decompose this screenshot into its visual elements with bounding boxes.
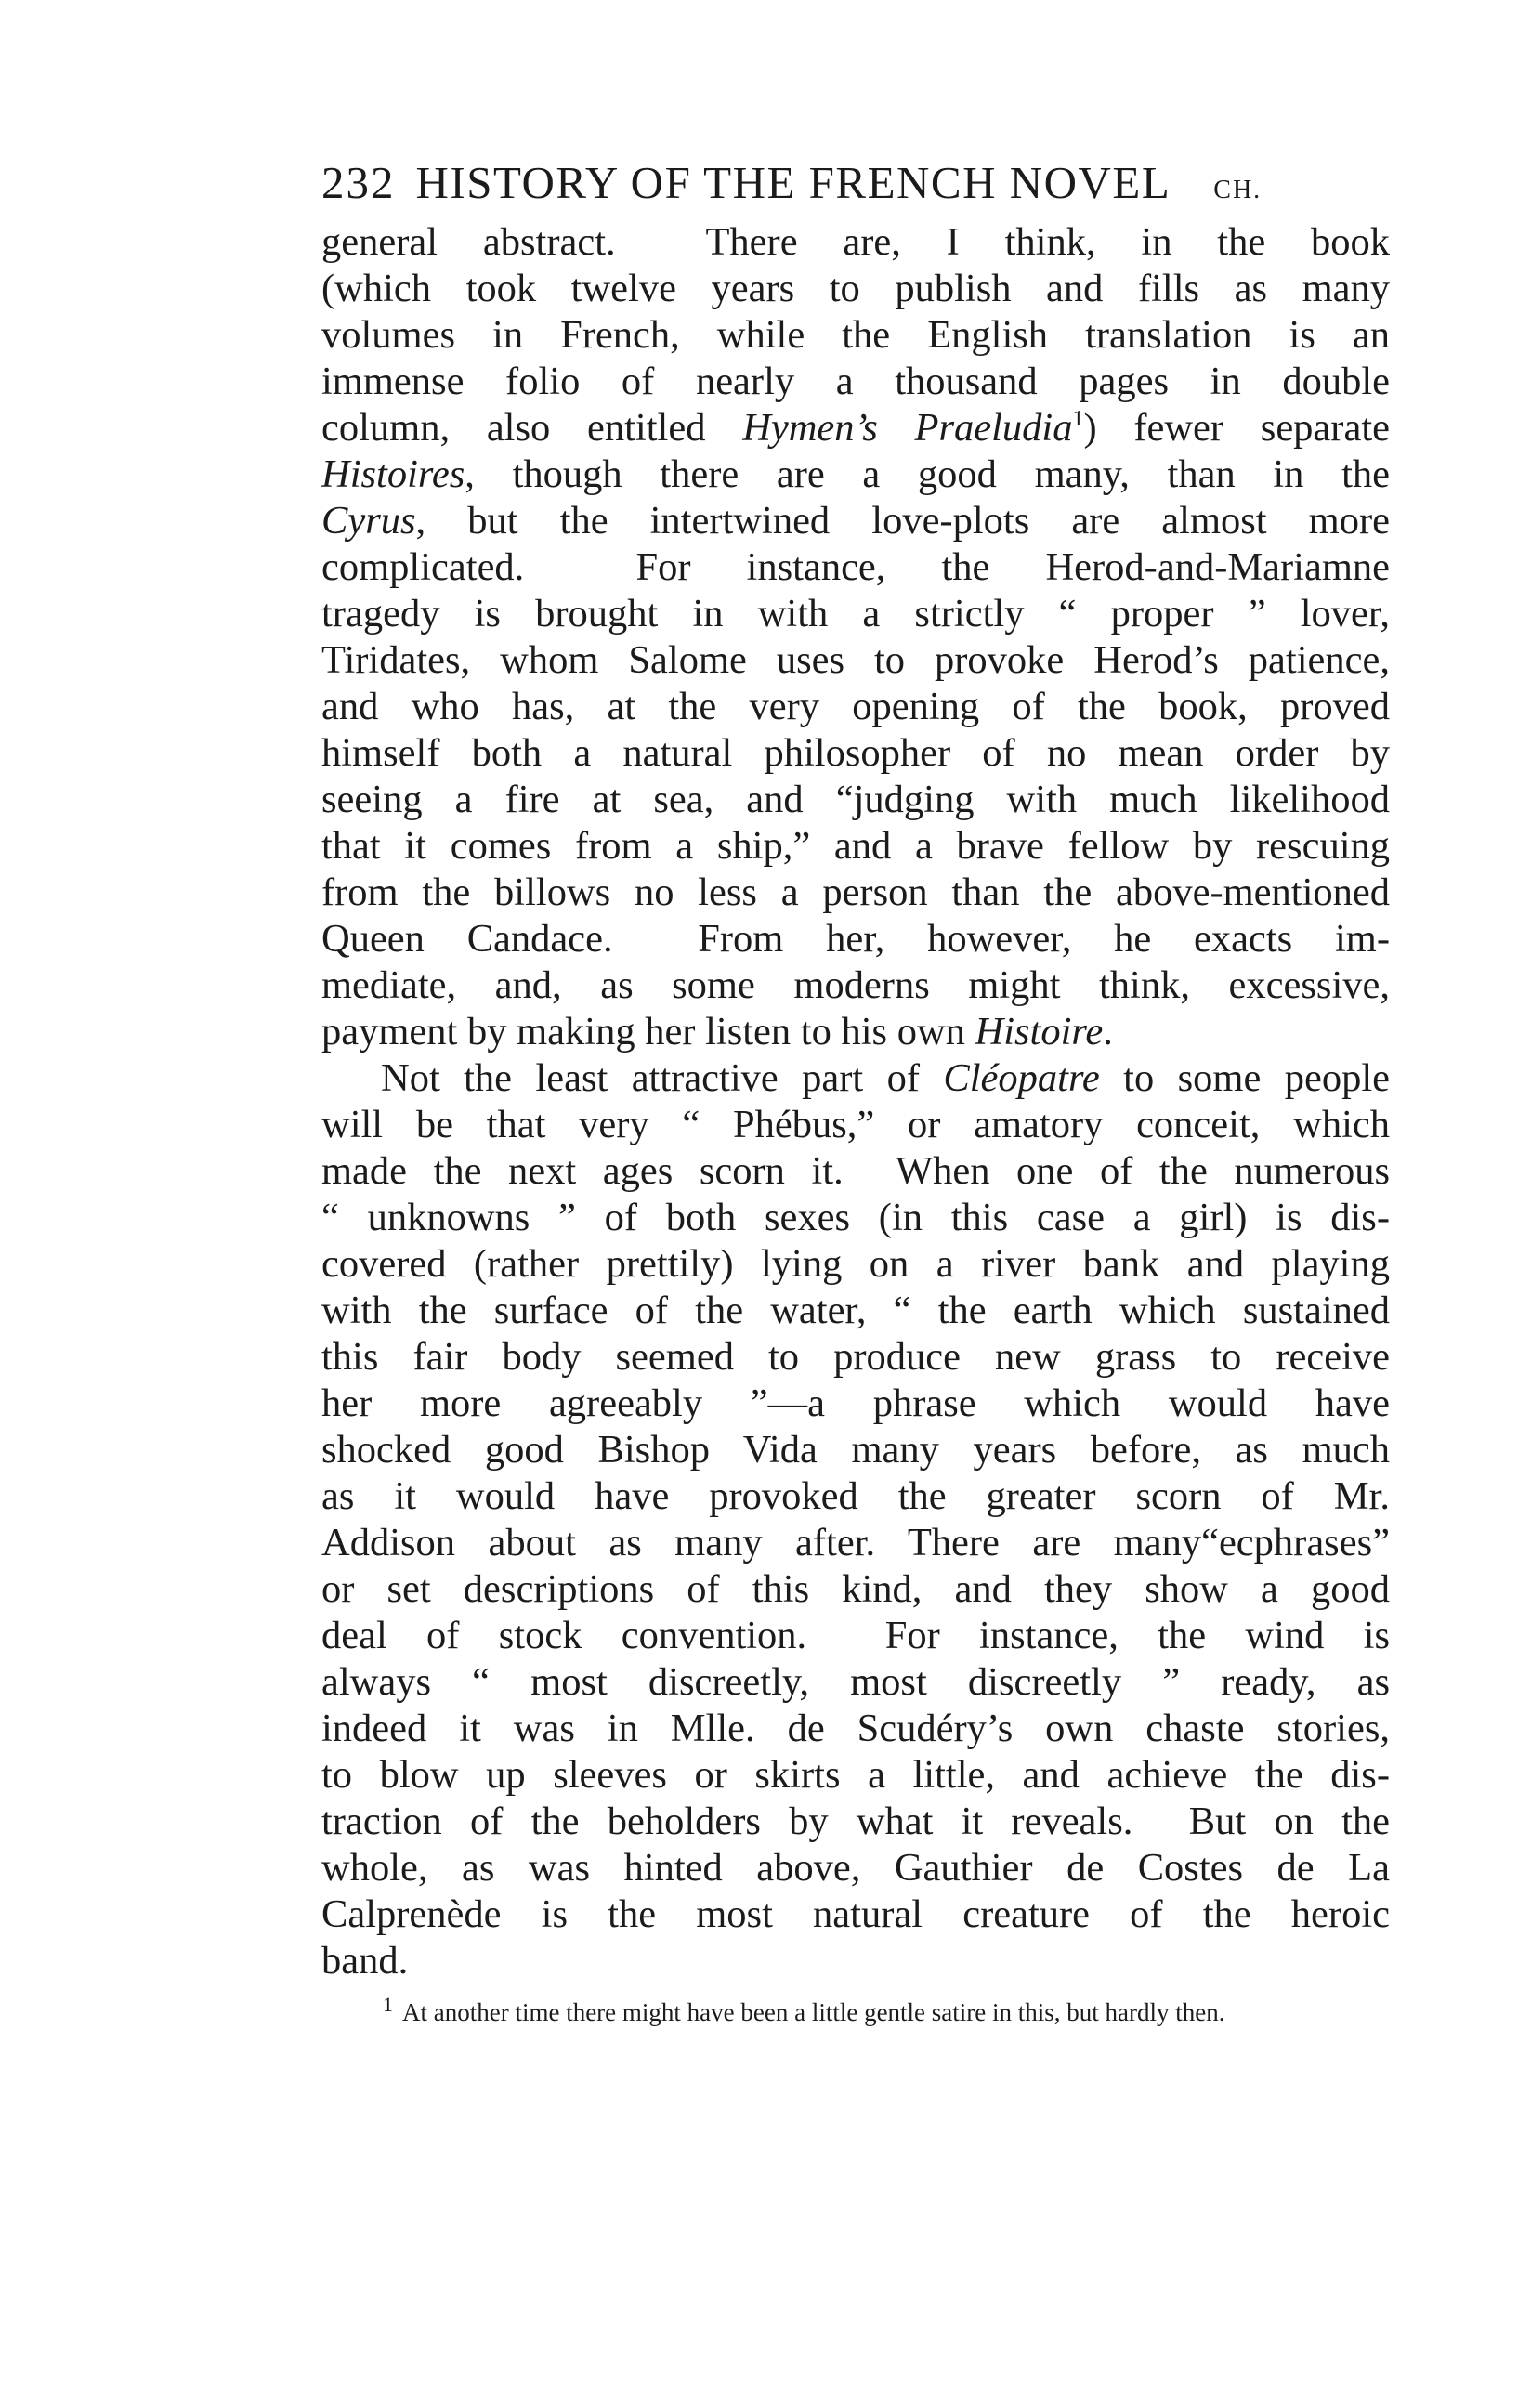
line-text: with the surface of the water, “ the earth which sustained	[321, 1289, 1390, 1332]
line-text: immense folio of nearly a thousand pages in double	[321, 360, 1390, 403]
text-line	[321, 684, 1390, 730]
text-line	[321, 498, 1390, 544]
text-line	[321, 266, 1390, 312]
text-line	[321, 916, 1390, 962]
line-text: (which took twelve years to publish and fills as many	[321, 267, 1390, 310]
text-line	[321, 1613, 1390, 1659]
text-line	[321, 730, 1390, 777]
page-number: 232	[321, 157, 396, 208]
text-line	[321, 1891, 1390, 1938]
italic-text: Cléopatre	[943, 1056, 1100, 1100]
footnote	[321, 1993, 1390, 2029]
line-text: “ unknowns ” of both sexes (in this case a girl) is dis-	[321, 1196, 1390, 1239]
paragraph	[321, 1055, 1390, 1984]
running-title: HISTORY OF THE FRENCH NOVEL	[415, 157, 1171, 208]
footnote-text: At another time there might have been a little gentle satire in this, but hardly then.	[402, 1998, 1225, 2026]
text-line	[321, 544, 1390, 591]
text-line	[321, 1520, 1390, 1566]
line-text: general abstract. There are, I think, in the book	[321, 220, 1390, 264]
line-text: band.	[321, 1939, 409, 1983]
text-line	[321, 1148, 1390, 1195]
line-text: or set descriptions of this kind, and they show a good	[321, 1567, 1390, 1611]
text-line	[321, 1241, 1390, 1288]
line-text: Not the least attractive part of	[381, 1056, 944, 1100]
text-line	[321, 1334, 1390, 1381]
line-text: complicated. For instance, the Herod-and-Mariamne	[321, 545, 1390, 589]
footnote-reference: 1	[1072, 407, 1084, 431]
line-text: her more agreeably ”—a phrase which would have	[321, 1381, 1390, 1425]
line-text: Queen Candace. From her, however, he exacts im-	[321, 917, 1390, 961]
text-line	[321, 591, 1390, 637]
line-text: covered (rather prettily) lying on a river bank and playing	[321, 1242, 1390, 1286]
line-text: himself both a natural philosopher of no mean order by	[321, 731, 1390, 775]
italic-text: Histoire	[975, 1010, 1104, 1054]
text-line	[321, 1381, 1390, 1427]
paragraph	[321, 219, 1390, 1055]
line-text: , though there are a good many, than in the	[465, 452, 1390, 496]
text-line	[321, 777, 1390, 823]
text-line	[321, 452, 1390, 498]
text-line	[321, 637, 1390, 684]
text-line	[321, 405, 1390, 452]
line-text: will be that very “ Phébus,” or amatory conceit, which	[321, 1103, 1390, 1146]
text-line	[321, 1706, 1390, 1752]
line-text: mediate, and, as some moderns might think, excessive,	[321, 963, 1390, 1007]
running-header	[321, 156, 1390, 219]
text-line	[321, 1799, 1390, 1845]
italic-text: Histoires	[321, 452, 465, 496]
text-line	[321, 312, 1390, 359]
footnote-marker: 1	[383, 1993, 393, 2016]
line-text: deal of stock convention. For instance, the wind is	[321, 1614, 1390, 1657]
line-text: indeed it was in Mlle. de Scudéry’s own chaste stories,	[321, 1707, 1390, 1750]
line-text: .	[1103, 1010, 1113, 1054]
text-line	[321, 1427, 1390, 1473]
text-line	[321, 1659, 1390, 1706]
chapter-abbreviation: CH.	[1213, 176, 1263, 204]
line-text: as it would have provoked the greater scorn of Mr.	[321, 1474, 1390, 1518]
line-text: that it comes from a ship,” and a brave fellow by rescuing	[321, 824, 1390, 868]
text-line	[321, 359, 1390, 405]
text-line	[321, 962, 1390, 1009]
line-text: , but the intertwined love-plots are almost more	[415, 499, 1390, 543]
text-line	[321, 870, 1390, 916]
line-text: Tiridates, whom Salome uses to provoke Herod’s patience,	[321, 638, 1390, 682]
line-text: payment by making her listen to his own	[321, 1010, 975, 1054]
line-text: Calprenède is the most natural creature of the heroic	[321, 1892, 1390, 1936]
line-text: made the next ages scorn it. When one of the numerous	[321, 1149, 1390, 1193]
text-line	[321, 1055, 1390, 1102]
text-line	[321, 1288, 1390, 1334]
line-text: traction of the beholders by what it reveals. But on the	[321, 1799, 1390, 1843]
line-text: ) fewer separate	[1083, 406, 1390, 450]
text-line	[321, 1102, 1390, 1148]
book-page	[321, 156, 1390, 2029]
text-line	[321, 1195, 1390, 1241]
line-text: volumes in French, while the English translation is an	[321, 313, 1390, 357]
text-line	[321, 1938, 1390, 1984]
line-text: tragedy is brought in with a strictly “ proper ” lover,	[321, 592, 1390, 635]
line-text: from the billows no less a person than the above-mentioned	[321, 870, 1390, 914]
line-text: column, also entitled	[321, 406, 743, 450]
line-text: seeing a fire at sea, and “judging with much likelihood	[321, 778, 1390, 821]
line-text: to blow up sleeves or skirts a little, and achieve the dis-	[321, 1753, 1390, 1797]
line-text: Addison about as many after. There are many“ecphrases”	[321, 1521, 1390, 1564]
body-text	[321, 219, 1390, 1984]
text-line	[321, 219, 1390, 266]
italic-text: Hymen’s Praeludia	[742, 406, 1073, 450]
text-line	[321, 1752, 1390, 1799]
line-text: to some people	[1099, 1056, 1390, 1100]
text-line	[321, 1845, 1390, 1891]
text-line	[321, 1009, 1390, 1055]
text-line	[321, 823, 1390, 870]
italic-text: Cyrus	[321, 499, 416, 543]
line-text: this fair body seemed to produce new grass to receive	[321, 1335, 1390, 1379]
line-text: always “ most discreetly, most discreetly ” ready, as	[321, 1660, 1390, 1704]
line-text: shocked good Bishop Vida many years before, as much	[321, 1428, 1390, 1472]
text-line	[321, 1473, 1390, 1520]
line-text: whole, as was hinted above, Gauthier de Costes de La	[321, 1846, 1390, 1890]
text-line	[321, 1566, 1390, 1613]
line-text: and who has, at the very opening of the book, proved	[321, 685, 1390, 728]
